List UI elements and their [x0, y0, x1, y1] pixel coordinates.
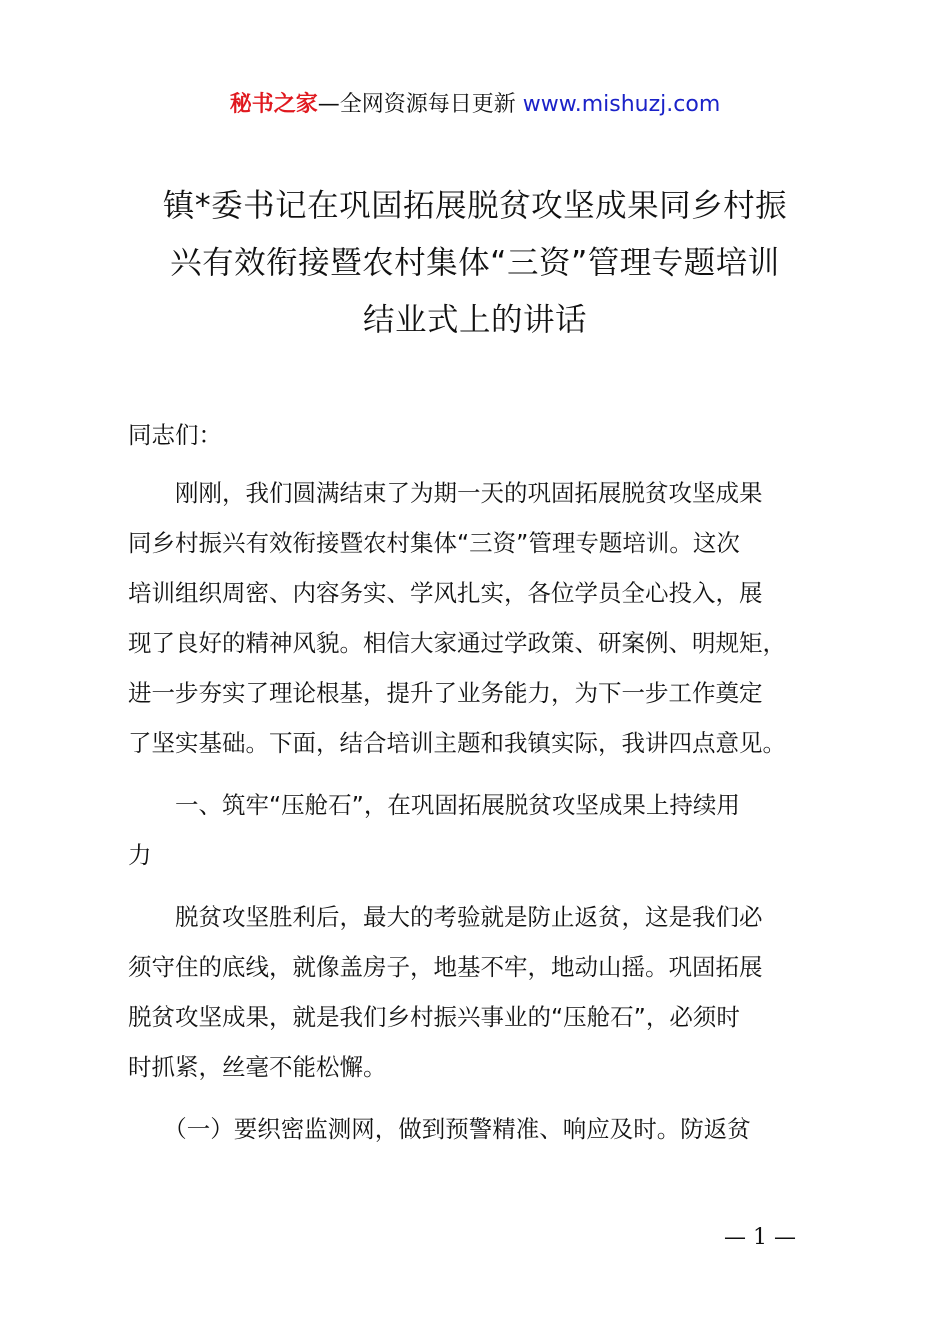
paragraph-line: 力 [128, 841, 152, 869]
paragraph-line: 同乡村振兴有效衔接暨农村集体“三资”管理专题培训。这次 [128, 529, 740, 557]
page-number: — 1 — [724, 1225, 796, 1250]
paragraph-line: （一）要织密监测网，做到预警精准、响应及时。防返贫 [128, 1115, 751, 1143]
site-header [0, 88, 950, 122]
document-title [110, 178, 840, 349]
paragraph-line: 进一步夯实了理论根基，提升了业务能力，为下一步工作奠定 [128, 679, 763, 707]
site-url[interactable]: www.mishuzj.com [522, 92, 721, 117]
paragraph-line: 刚刚，我们圆满结束了为期一天的巩固拓展脱贫攻坚成果 [128, 479, 763, 507]
brand-name: 秘书之家 [229, 92, 318, 117]
paragraph-line: 现了良好的精神风貌。相信大家通过学政策、研案例、明规矩， [128, 629, 786, 657]
title-line: 兴有效衔接暨农村集体“三资”管理专题培训 [170, 245, 780, 281]
paragraph-line: 培训组织周密、内容务实、学风扎实，各位学员全心投入，展 [128, 579, 763, 607]
paragraph-body [128, 892, 833, 1092]
paragraph-line: 时抓紧，丝毫不能松懈。 [128, 1053, 387, 1081]
section-heading-1 [128, 780, 833, 880]
subsection-paragraph [128, 1104, 833, 1154]
paragraph-line: 脱贫攻坚成果，就是我们乡村振兴事业的“压舱石”，必须时 [128, 1003, 740, 1031]
paragraph-intro [128, 468, 833, 768]
salutation: 同志们： [128, 421, 222, 449]
paragraph-line: 须守住的底线，就像盖房子，地基不牢，地动山摇。巩固拓展 [128, 953, 763, 981]
header-tagline: —全网资源每日更新 [317, 92, 523, 117]
paragraph-line: 一、筑牢“压舱石”，在巩固拓展脱贫攻坚成果上持续用 [128, 791, 740, 819]
paragraph-line: 脱贫攻坚胜利后，最大的考验就是防止返贫，这是我们必 [128, 903, 763, 931]
paragraph-line: 了坚实基础。下面，结合培训主题和我镇实际，我讲四点意见。 [128, 729, 786, 757]
title-line: 结业式上的讲话 [362, 302, 587, 338]
title-line: 镇*委书记在巩固拓展脱贫攻坚成果同乡村振 [162, 188, 788, 224]
